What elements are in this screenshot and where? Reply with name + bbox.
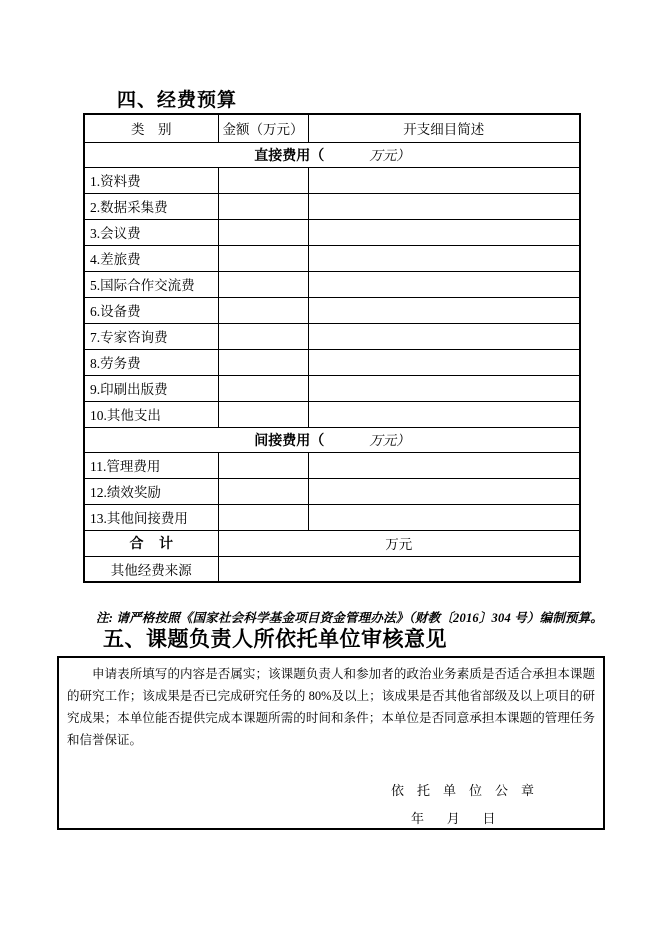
detail-cell[interactable] — [308, 219, 580, 245]
budget-note: 注: 请严格按照《国家社会科学基金项目资金管理办法》（财教〔2016〕304 号）编制预算。 — [96, 611, 604, 625]
amount-cell[interactable] — [218, 193, 308, 219]
other-funding-value-cell[interactable] — [218, 556, 580, 582]
row-label: 9.印刷出版费 — [84, 375, 218, 401]
total-value-cell[interactable]: 万元 — [218, 530, 580, 556]
row-label: 2.数据采集费 — [84, 193, 218, 219]
other-funding-row — [84, 556, 580, 582]
table-row — [84, 478, 580, 504]
row-label: 4.差旅费 — [84, 245, 218, 271]
row-label: 12.绩效奖励 — [84, 478, 218, 504]
amount-cell[interactable] — [218, 452, 308, 478]
header-amount: 金额（万元） — [218, 114, 308, 142]
table-row — [84, 375, 580, 401]
table-row — [84, 349, 580, 375]
total-row — [84, 530, 580, 556]
total-label: 合 计 — [84, 530, 218, 556]
review-box — [57, 656, 605, 830]
amount-cell[interactable] — [218, 504, 308, 530]
indirect-costs-section-cell — [84, 427, 580, 452]
direct-costs-label: 直接费用（ — [254, 147, 325, 163]
table-row — [84, 271, 580, 297]
table-row — [84, 219, 580, 245]
amount-cell[interactable] — [218, 167, 308, 193]
seal-label: 依 托 单 位 公 章 — [391, 783, 535, 798]
table-row — [84, 452, 580, 478]
detail-cell[interactable] — [308, 167, 580, 193]
date-label: 年 月 日 — [411, 811, 496, 826]
direct-costs-section-row — [84, 142, 580, 167]
amount-cell[interactable] — [218, 271, 308, 297]
budget-table-header — [84, 114, 580, 142]
detail-cell[interactable] — [308, 349, 580, 375]
header-category: 类 别 — [84, 114, 218, 142]
header-detail: 开支细目简述 — [308, 114, 580, 142]
table-row — [84, 323, 580, 349]
amount-cell[interactable] — [218, 297, 308, 323]
detail-cell[interactable] — [308, 452, 580, 478]
amount-cell[interactable] — [218, 401, 308, 427]
amount-cell[interactable] — [218, 323, 308, 349]
amount-cell[interactable] — [218, 245, 308, 271]
detail-cell[interactable] — [308, 297, 580, 323]
detail-cell[interactable] — [308, 323, 580, 349]
amount-cell[interactable] — [218, 219, 308, 245]
indirect-costs-section-row — [84, 427, 580, 452]
table-row — [84, 245, 580, 271]
detail-cell[interactable] — [308, 401, 580, 427]
amount-cell[interactable] — [218, 375, 308, 401]
section-title-budget: 四、经费预算 — [117, 90, 238, 111]
direct-costs-unit: 万元） — [369, 148, 410, 163]
row-label: 6.设备费 — [84, 297, 218, 323]
detail-cell[interactable] — [308, 504, 580, 530]
row-label: 5.国际合作交流费 — [84, 271, 218, 297]
direct-costs-section-cell — [84, 142, 580, 167]
table-row — [84, 297, 580, 323]
table-row — [84, 401, 580, 427]
detail-cell[interactable] — [308, 245, 580, 271]
row-label: 1.资料费 — [84, 167, 218, 193]
detail-cell[interactable] — [308, 375, 580, 401]
row-label: 8.劳务费 — [84, 349, 218, 375]
table-row — [84, 167, 580, 193]
indirect-costs-unit: 万元） — [369, 433, 410, 448]
amount-cell[interactable] — [218, 478, 308, 504]
detail-cell[interactable] — [308, 478, 580, 504]
detail-cell[interactable] — [308, 271, 580, 297]
table-row — [84, 193, 580, 219]
row-label: 7.专家咨询费 — [84, 323, 218, 349]
row-label: 10.其他支出 — [84, 401, 218, 427]
detail-cell[interactable] — [308, 193, 580, 219]
row-label: 13.其他间接费用 — [84, 504, 218, 530]
budget-table — [83, 113, 581, 583]
other-funding-label: 其他经费来源 — [84, 556, 218, 582]
row-label: 3.会议费 — [84, 219, 218, 245]
indirect-costs-label: 间接费用（ — [254, 432, 325, 448]
review-paragraph: 申请表所填写的内容是否属实；该课题负责人和参加者的政治业务素质是否适合承担本课题的研究工作；该成果是否已完成研究任务的 80%及以上；该成果是否其他省部级及以上项目的研究成果；本单位能否提供完成本课题所需的时间和条件；本单位是否同意承担本课题的管理任务和信誉保证。 — [67, 667, 595, 747]
amount-cell[interactable] — [218, 349, 308, 375]
section-title-review: 五、课题负责人所依托单位审核意见 — [103, 628, 447, 651]
table-row — [84, 504, 580, 530]
row-label: 11.管理费用 — [84, 452, 218, 478]
